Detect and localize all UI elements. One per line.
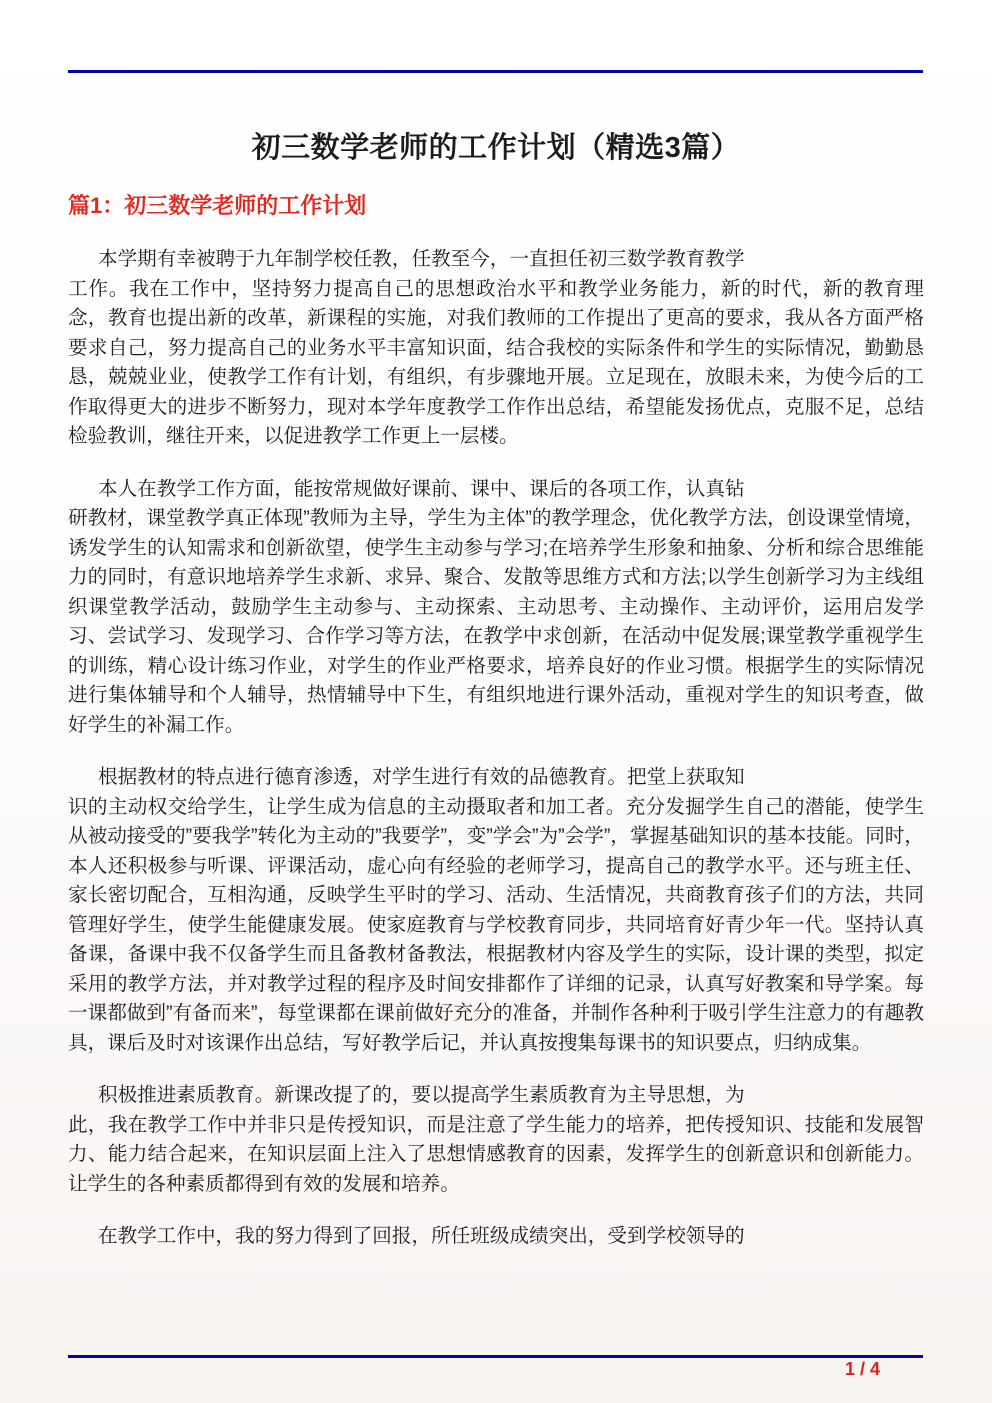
paragraph-first-line: 本学期有幸被聘于九年制学校任教，任教至今，一直担任初三数学教育教学 <box>98 248 745 270</box>
section-heading: 篇1：初三数学老师的工作计划 <box>68 193 367 218</box>
paragraph <box>68 245 924 452</box>
page-number: 1 / 4 <box>844 1359 880 1379</box>
footer-rule <box>68 1355 923 1358</box>
paragraph-first-line: 在教学工作中，我的努力得到了回报，所任班级成绩突出，受到学校领导的 <box>98 1225 745 1247</box>
paragraph <box>68 1081 924 1199</box>
document-body <box>68 245 924 1275</box>
paragraph-continuation: 此，我在教学工作中并非只是传授知识，而是注意了学生能力的培养，把传授知识、技能和发展智力、能力结合起来，在知识层面上注入了思想情感教育的因素，发挥学生的创新意识和创新能力。让学生的各种素质都得到有效的发展和培养。 <box>68 1113 924 1195</box>
paragraph-continuation: 识的主动权交给学生，让学生成为信息的主动摄取者和加工者。充分发掘学生自己的潜能，使学生从被动接受的”要我学”转化为主动的”我要学”，变”学会”为”会学”，掌握基础知识的基本技能。同时，本人还积极参与听课、评课活动，虚心向有经验的老师学习，提高自己的教学水平。还与班主任、家长密切配合，互相沟通，反映学生平时的学习、活动、生活情况，共商教育孩子们的方法，共同管理好学生，使学生能健康发展。使家庭教育与学校教育同步，共同培育好青少年一代。坚持认真备课，备课中我不仅备学生而且备教材备教法，根据教材内容及学生的实际，设计课的类型，拟定采用的教学方法，并对教学过程的程序及时间安排都作了详细的记录，认真写好教案和导学案。每一课都做到”有备而来”，每堂课都在课前做好充分的准备，并制作各种利于吸引学生注意力的有趣教具，课后及时对该课作出总结，写好教学后记，并认真按搜集每课书的知识要点，归纳成集。 <box>68 795 924 1054</box>
paragraph <box>68 475 924 741</box>
paragraph <box>68 1222 924 1252</box>
header-rule <box>68 70 923 73</box>
paragraph-first-line: 本人在教学工作方面，能按常规做好课前、课中、课后的各项工作，认真钻 <box>98 477 745 500</box>
paragraph-continuation: 工作。我在工作中，坚持努力提高自己的思想政治水平和教学业务能力，新的时代，新的教育理念，教育也提出新的改革，新课程的实施，对我们教师的工作提出了更高的要求，我从各方面严格要求自己，努力提高自己的业务水平丰富知识面，结合我校的实际条件和学生的实际情况，勤勤恳恳，兢兢业业，使教学工作有计划，有组织，有步骤地开展。立足现在，放眼未来，为使今后的工作取得更大的进步不断努力，现对本学年度教学工作作出总结，希望能发扬优点，克服不足，总结检验教训，继往开来，以促进教学工作更上一层楼。 <box>68 277 924 447</box>
paragraph-continuation: 研教材，课堂教学真正体现”教师为主导，学生为主体”的教学理念，优化教学方法，创设课堂情境，诱发学生的认知需求和创新欲望，使学生主动参与学习;在培养学生形象和抽象、分析和综合思维能力的同时，有意识地培养学生求新、求异、聚合、发散等思维方式和方法;以学生创新学习为主线组织课堂教学活动，鼓励学生主动参与、主动探索、主动思考、主动操作、主动评价，运用启发学习、尝试学习、发现学习、合作学习等方法，在教学中求创新，在活动中促发展;课堂教学重视学生的训练，精心设计练习作业，对学生的作业严格要求，培养良好的作业习惯。根据学生的实际情况进行集体辅导和个人辅导，热情辅导中下生，有组织地进行课外活动，重视对学生的知识考查，做好学生的补漏工作。 <box>68 507 924 736</box>
paragraph-first-line: 积极推进素质教育。新课改提了的，要以提高学生素质教育为主导思想，为 <box>98 1084 745 1106</box>
paragraph <box>68 763 924 1058</box>
paragraph-first-line: 根据教材的特点进行德育渗透，对学生进行有效的品德教育。把堂上获取知 <box>98 766 745 788</box>
document-title: 初三数学老师的工作计划（精选3篇） <box>251 132 741 164</box>
